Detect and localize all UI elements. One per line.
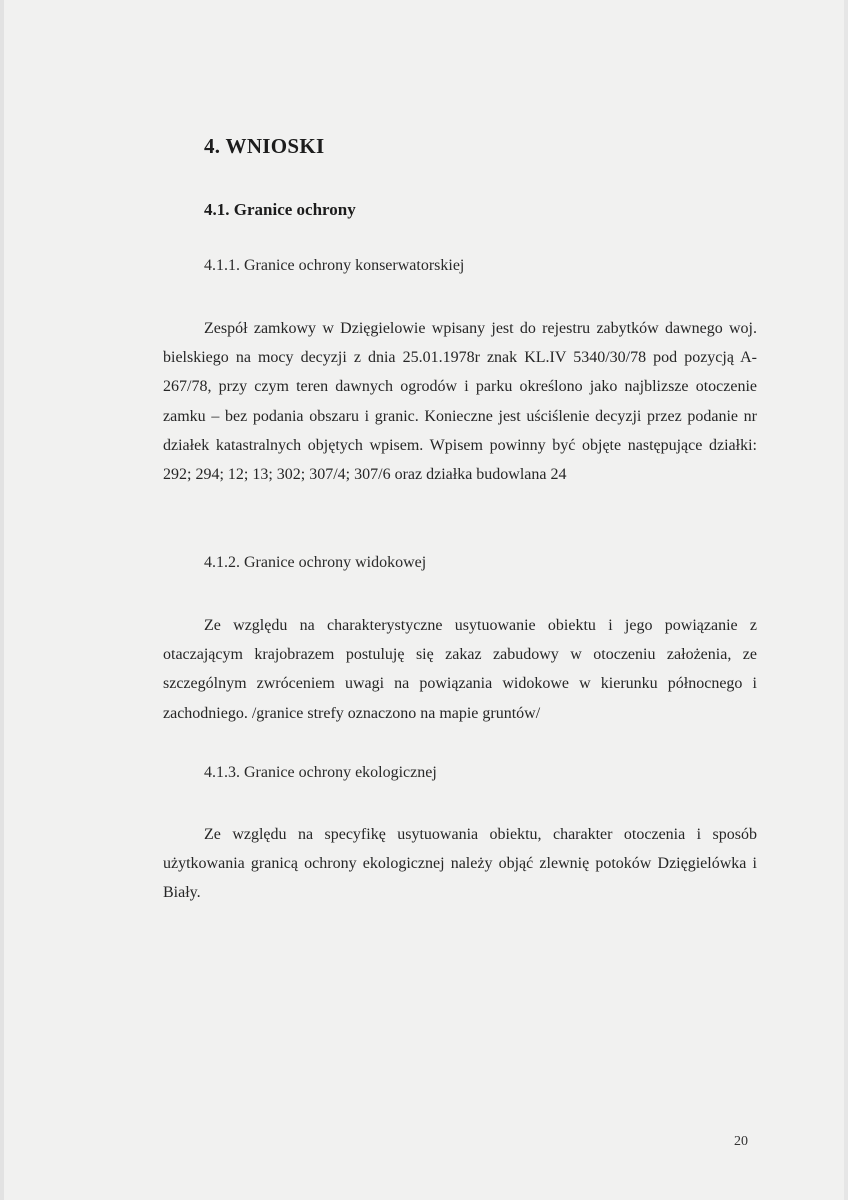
subsection-heading-ecological: 4.1.3. Granice ochrony ekologicznej <box>204 764 437 781</box>
paragraph-ecological: Ze względu na specyfikę usytuowania obiektu, charakter otoczenia i sposób użytkowania granicą ochrony ekologicznej należy objąć zlewnię potoków Dzięgielówka i Biały. <box>163 826 757 902</box>
paragraph-view: Ze względu na charakterystyczne usytuowanie obiektu i jego powiązanie z otaczającym krajobrazem postuluję się zakaz zabudowy w otoczeniu założenia, ze szczególnym zwróceniem uwagi na powiązania widokowe w kierunku północnego i zachodniego. /granice strefy oznaczono na mapie gruntów/ <box>163 617 757 722</box>
section-heading: 4.1. Granice ochrony <box>204 200 356 219</box>
chapter-heading: 4. WNIOSKI <box>204 134 325 158</box>
paragraph-conservation: Zespół zamkowy w Dzięgielowie wpisany jest do rejestru zabytków dawnego woj. bielskiego na mocy decyzji z dnia 25.01.1978r znak KL.IV 5340/30/78 pod pozycją A-267/78, przy czym teren dawnych ogrodów i parku określono jako najblizsze otoczenie zamku – bez podania obszaru i granic. Konieczne jest uściślenie decyzji przez podanie nr działek katastralnych objętych wpisem. Wpisem powinny być objęte następujące działki: 292; 294; 12; 13; 302; 307/4; 307/6 oraz działka budowlana 24 <box>163 320 757 484</box>
subsection-heading-conservation: 4.1.1. Granice ochrony konserwatorskiej <box>204 257 465 274</box>
subsection-heading-view: 4.1.2. Granice ochrony widokowej <box>204 554 427 571</box>
page-number: 20 <box>734 1134 748 1149</box>
